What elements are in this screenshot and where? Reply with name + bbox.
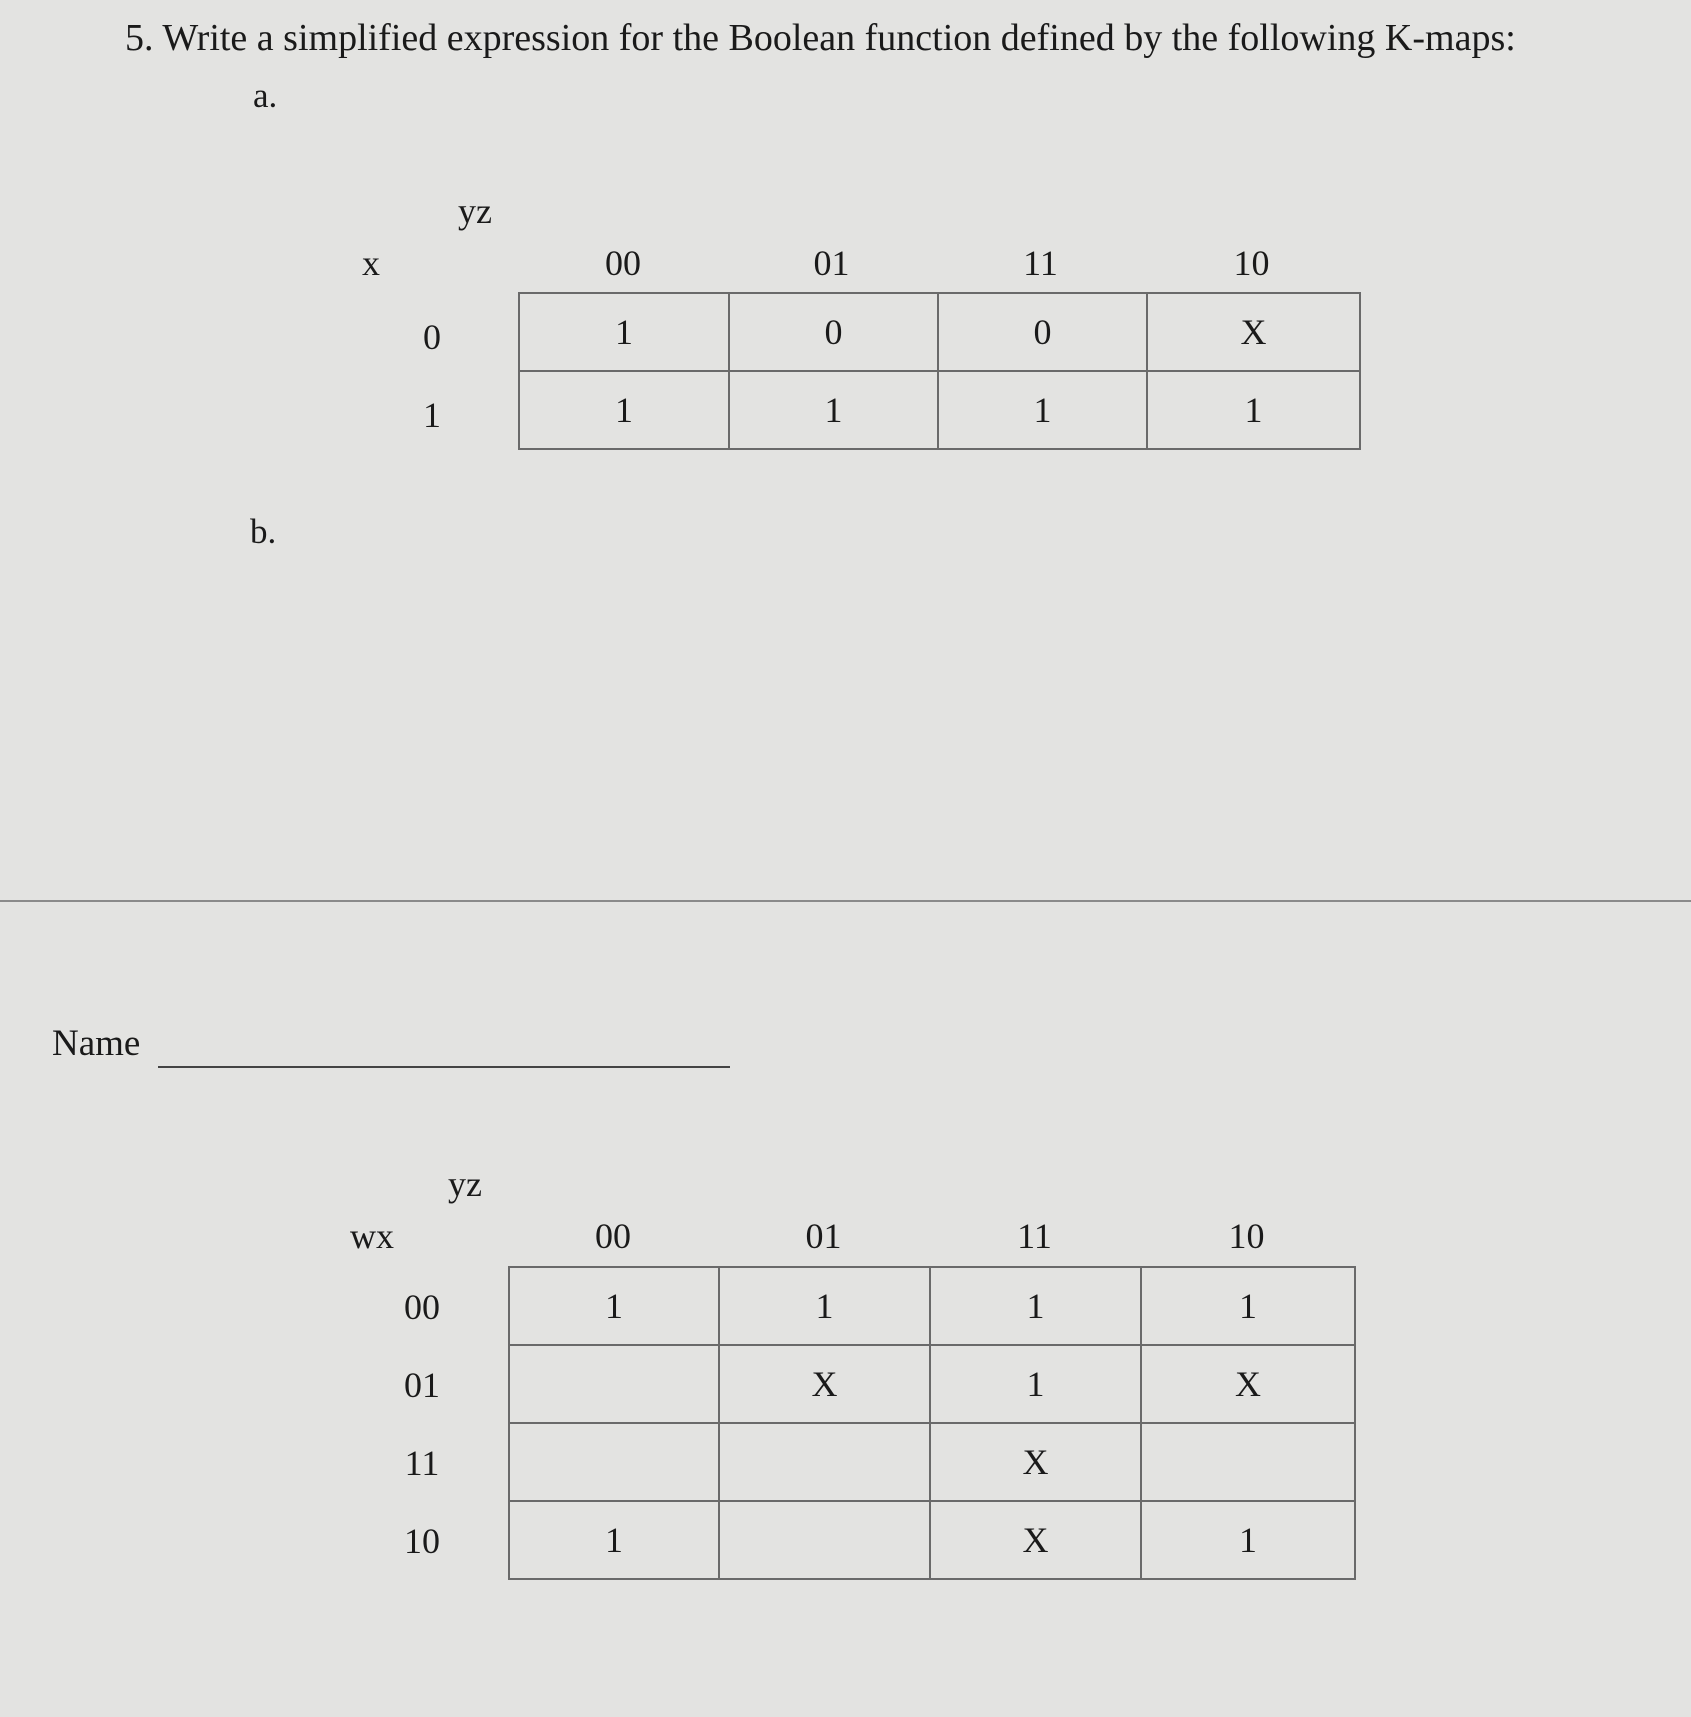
part-a-row-header: 0 [423,317,441,357]
kmap-b-cell [719,1501,930,1579]
part-b-row-header: 00 [404,1287,440,1327]
kmap-a [518,292,1361,450]
part-b-col-header: 11 [1017,1216,1052,1256]
kmap-a-cell: 1 [1147,371,1360,449]
kmap-a-cell: 0 [729,293,938,371]
part-a-col-header: 00 [605,243,641,283]
name-field[interactable] [158,1066,730,1068]
part-a-col-header: 11 [1023,243,1058,283]
part-a-row-header: 1 [423,395,441,435]
part-a-label: a. [253,76,278,115]
kmap-a-cell: 1 [519,371,729,449]
kmap-b-cell: 1 [930,1345,1141,1423]
kmap-b-cell: 1 [930,1267,1141,1345]
kmap-a-cell: 1 [729,371,938,449]
question-text: 5. Write a simplified expression for the Boolean function defined by the following K-maps: [125,17,1516,59]
part-a-row-variable: x [362,243,380,283]
kmap-a-cell: 0 [938,293,1147,371]
kmap-b-cell: X [719,1345,930,1423]
part-a-col-header: 10 [1233,243,1270,283]
part-a-col-variable: yz [458,191,492,231]
kmap-b-cell: X [1141,1345,1355,1423]
kmap-a-cell: 1 [938,371,1147,449]
kmap-b-cell [719,1423,930,1501]
kmap-b-cell: 1 [1141,1501,1355,1579]
part-b-col-variable: yz [448,1164,482,1204]
kmap-b-cell: X [930,1423,1141,1501]
kmap-b-cell [509,1345,719,1423]
part-b-row-header: 10 [404,1521,440,1561]
kmap-b-cell: 1 [719,1267,930,1345]
kmap-b-cell: 1 [1141,1267,1355,1345]
part-b-row-header: 01 [404,1365,440,1405]
part-b-col-header: 01 [805,1216,842,1256]
kmap-b-cell: 1 [509,1267,719,1345]
part-a-col-header: 01 [813,243,850,283]
kmap-b-cell [509,1423,719,1501]
kmap-b-cell: 1 [509,1501,719,1579]
part-b-col-header: 10 [1228,1216,1265,1256]
kmap-a-cell: X [1147,293,1360,371]
kmap-b [508,1266,1356,1580]
kmap-b-cell: X [930,1501,1141,1579]
kmap-b-cell [1141,1423,1355,1501]
name-label: Name [52,1023,141,1064]
part-b-row-header: 11 [404,1443,440,1483]
part-b-col-header: 00 [595,1216,631,1256]
part-b-row-variable: wx [350,1216,394,1256]
part-b-label: b. [250,512,277,551]
page-divider [0,900,1691,902]
kmap-a-cell: 1 [519,293,729,371]
